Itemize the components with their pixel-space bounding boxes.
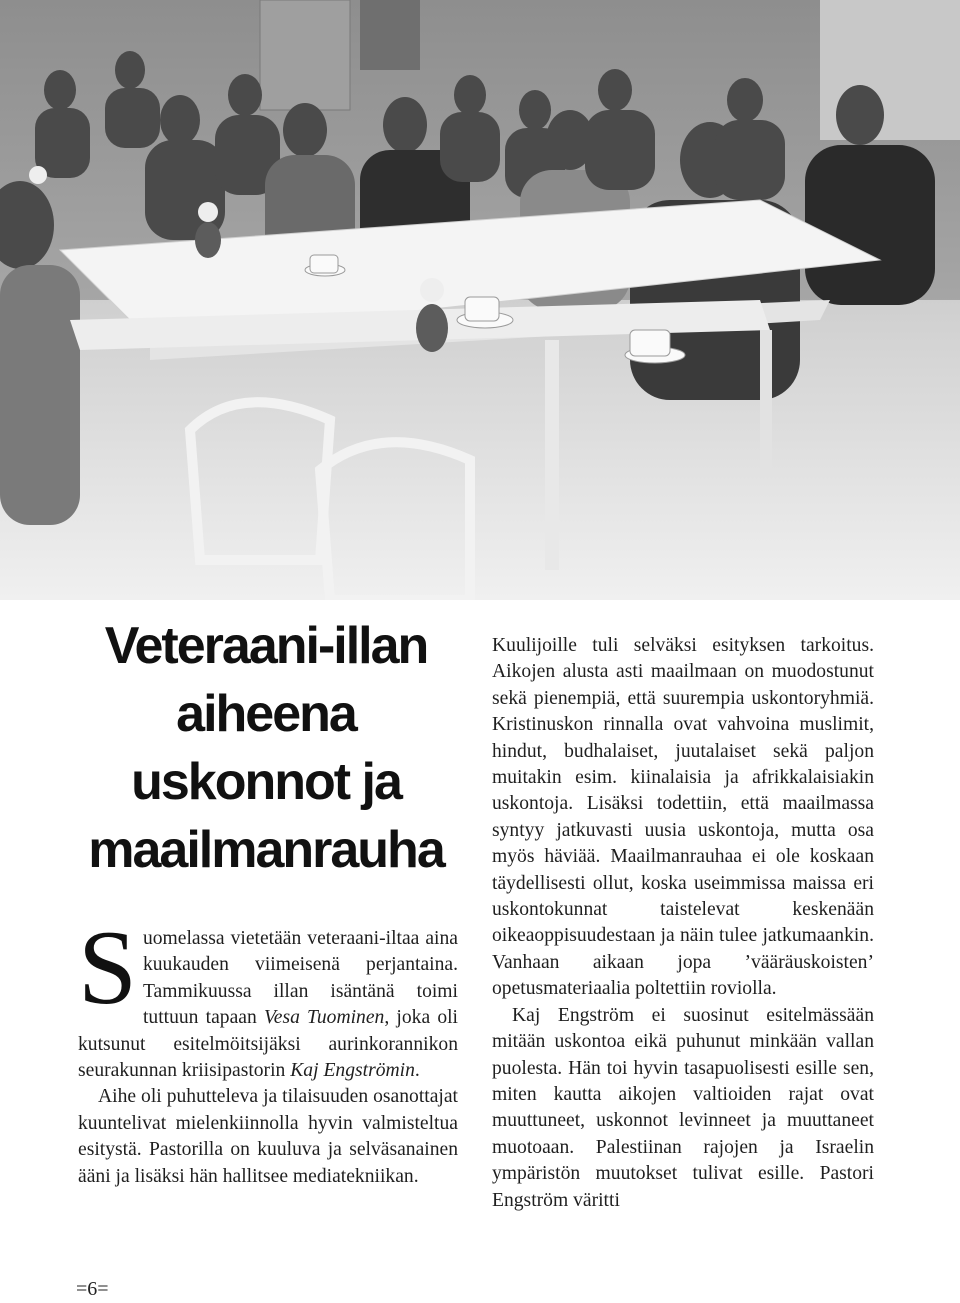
text-segment: , joka oli kutsunut esitelmöitsijäksi aurinkorannikon seurakunnan kriisipastorin bbox=[78, 1007, 459, 1082]
text-segment: Aihe oli puhutteleva ja tilaisuuden osanottajat kuuntelivat mielenkiinnolla hyvin valmisteltua esitystä. Pastorilla on kuuluva ja selväsanainen ääni ja lisäksi hän hallitsee mediatekniikan. bbox=[78, 1086, 458, 1187]
right-paragraph: Kaj Engström ei suosinut esitelmässään mitään uskontoa eikä puhunut minkään vallan puolesta. Hän toi hyvin tasapuolisesti esille sen, miten kautta aikojen valtioiden rajat ovat muuttuneet, uskonnot levinneet ja muuttaneet muotoaan. Palestiinan rajojen ja Israelin ympäristön muutokset tulivat esille. Pastori Engström väritti bbox=[492, 1004, 874, 1211]
text-segment: . bbox=[414, 1060, 420, 1082]
event-photo bbox=[0, 0, 960, 600]
page-number: =6= bbox=[76, 1278, 109, 1300]
article-title: Veteraani-illan aiheena uskonnot ja maailmanrauha bbox=[88, 617, 444, 879]
text-segment: uomelassa vietetään veteraani-iltaa aina kuukauden viimeisenä perjantaina. Tammikuussa illan isäntänä toimi tuttuun tapaan bbox=[142, 928, 458, 1029]
italic-name: Kaj Engströmin bbox=[290, 1060, 415, 1082]
left-paragraph bbox=[78, 909, 459, 1084]
drop-cap: S bbox=[78, 909, 137, 1026]
article-right-column bbox=[492, 633, 874, 1214]
left-paragraph bbox=[78, 1084, 458, 1190]
italic-name: Vesa Tuominen bbox=[263, 1007, 385, 1029]
right-paragraph: Kuulijoille tuli selväksi esityksen tarkoitus. Aikojen alusta asti maailmaan on muodostunut sekä pienempiä, että suurempia uskontoryhmiä. Kristinuskon rinnalla ovat vahvoina muslimit, hindut, budhalaiset, juutalaiset sekä paljon muitakin esim. kiinalaisia ja afrikkalaisiakin uskontoja. Lisäksi todettiin, että maailmassa syntyy jatkuvasti uusia uskontoja, mutta osa myös häviää. Maailmanrauhaa ei ole koskaan täydellisesti ollut, koska useimmissa maissa eri uskontokunnat taistelevat keskenään oikeaoppisuudestaan ja näin tulee jatkumaankin. Vanhaan aikaan jopa ’vääräuskoisten’ opetusmateriaalia poltettiin roviolla. bbox=[492, 635, 874, 1000]
article-left-column bbox=[78, 909, 459, 1190]
photo-icon bbox=[0, 0, 960, 600]
